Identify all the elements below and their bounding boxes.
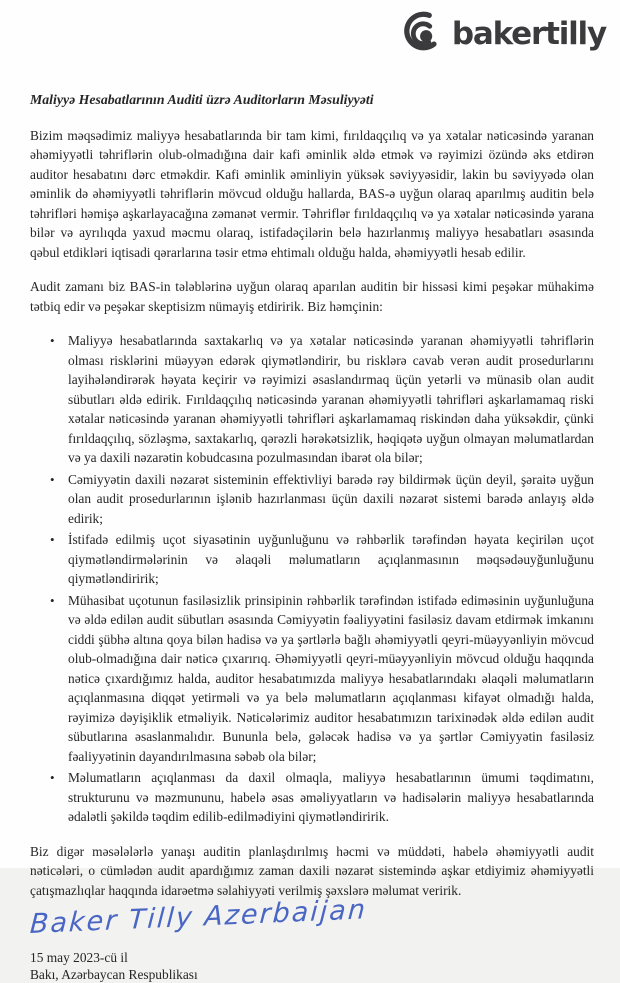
list-item: • Mühasibat uçotunun fasiləsizlik prinsipinin rəhbərlik tərəfindən istifadə ediməsinin uyğunluğuna və əldə edilən audit sübutları əsasında Cəmiyyətin fəaliyyətini fasiləsiz davam etdirmək imkanını ciddi şübhə altına qoya bilən hadisə və ya şərtlərlə bağlı əhəmiyyətli qeyri-müəyyənliyin mövcud olub-olmadığına dair nəticə çıxarırıq. Əhəmiyyətli qeyri-müəyyənliyin mövcud olduğu haqqında nəticə çıxardığımız halda, auditor hesabatımızda maliyyə hesabatlarındakı əlaqəli məlumatların açıqlanmasına diqqət yetirməli və ya belə məlumatların açıqlanması kifayət olmadığı halda, rəyimizə dəyişiklik etməliyik. Nəticələrimiz auditor hesabatımızın tarixinədək əldə edilən audit sübutlarına əsaslanmalıdır. Bununla belə, gələcək hadisə və ya şərtlər Cəmiyyətin fasiləsiz fəaliyyətinin dayandırılmasına səbəb ola bilər; xyxy=(68,591,594,767)
document-title: Maliyyə Hesabatlarının Auditi üzrə Auditorların Məsuliyyəti xyxy=(30,92,374,107)
audit-responsibility-list xyxy=(30,331,594,827)
bakertilly-logo xyxy=(400,8,606,54)
list-item: • Məlumatların açıqlanması da daxil olmaqla, maliyyə hesabatlarının ümumi təqdimatını, strukturunu və məzmununu, habelə əsas əməliyyatların və hadisələrin maliyyə hesabatlarında ədalətli şəkildə təqdim edilib-edilmədiyini qiymətləndiririk. xyxy=(68,768,594,827)
letter-body xyxy=(30,90,594,983)
paragraph-closing: Biz digər məsələlərlə yanaşı auditin planlaşdırılmış həcmi və müddəti, habelə əhəmiyyətli audit nəticələri, o cümlədən audit apardığımız zaman daxili nəzarət sistemində aşkar etdiyimiz əhəmiyyətli çatışmazlıqlar haqqında idarəetmə səlahiyyəti verilmiş şəxslərə məlumat veririk. xyxy=(30,843,594,898)
list-item: • İstifadə edilmiş uçot siyasətinin uyğunluğunu və rəhbərlik tərəfindən həyata keçirilən uçot qiymətləndirmələrinin və əlaqəli məlumatların açıqlanmasının məqsədəuyğunluğunu qiymətləndiririk; xyxy=(68,530,594,589)
list-item: • Cəmiyyətin daxili nəzarət sisteminin effektivliyi barədə rəy bildirmək üçün deyil, şəraitə uyğun olan audit prosedurlarının işlənib hazırlanması üçün daxili nəzarət sistemi barədə anlayış əldə edirik; xyxy=(68,470,594,529)
handwritten-signature: Baker Tilly Azerbaijan xyxy=(29,894,368,941)
list-item: • Maliyyə hesabatlarında saxtakarlıq və ya xətalar nəticəsində yaranan əhəmiyyətli təhriflərin olması risklərini müəyyən edərək qiymətləndirir, bu risklərə cavab verən audit prosedurlarını layihələndirərək həyata keçirir və rəyimizi əsaslandırmaq üçün yetərli və münasib olan audit sübutları əldə edirik. Fırıldaqçılıq nəticəsində yaranan əhəmiyyətli təhrifləri aşkarlamamaq riski xətalar nəticəsində yaranan əhəmiyyətli təhrifləri aşkarlamamaq riskindən daha yüksəkdir, çünki fırıldaqçılıq, sözləşmə, saxtakarlıq, qərəzli hərəkətsizlik, həqiqətə uyğun olmayan məlumatlardan və ya daxili nəzarətin kobudcasına pozulmasından ibarət ola bilər; xyxy=(68,331,594,468)
signature-date: 15 may 2023-cü il xyxy=(30,949,128,965)
paragraph-objective: Bizim məqsədimiz maliyyə hesabatlarında bir tam kimi, fırıldaqçılıq və ya xətalar nəticəsində yaranan əhəmiyyətli təhriflərin olub-olmadığına dair kafi əminlik əldə etmək və rəyimizi özündə əks etdirən auditor hesabatını dərc etməkdir. Kafi əminlik əminliyin yüksək səviyyəsidir, lakin bu səviyyədə olan əminlik də əhəmiyyətli təhriflərin mövcud olduğu hallarda, BAS-ə uyğun olaraq aparılmış auditin belə təhrifləri həmişə aşkarlayacağına zəmanət vermir. Təhriflər fırıldaqçılıq və ya xətalar nəticəsində yarana bilər və ayrılıqda yaxud məcmu olaraq, istifadəçilərin belə hazırlanmış maliyyə hesabatları əsasında qəbul etdikləri iqtisadi qərarlarına təsir etmə ehtimalı olduğu halda, əhəmiyyətli hesab edilir. xyxy=(30,127,594,260)
bakertilly-wordmark: bakertilly xyxy=(451,15,606,52)
signature-place: Bakı, Azərbaycan Respublikası xyxy=(30,966,198,982)
paragraph-professional-judgement: Audit zamanı biz BAS-in tələblərinə uyğun olaraq aparılan auditin bir hissəsi kimi peşəkar mühakimə tətbiq edir və peşəkar skeptisizm nümayiş etdiririk. Biz həmçinin: xyxy=(30,279,594,314)
date-place-block xyxy=(30,949,594,983)
bakertilly-mark-icon xyxy=(400,8,446,54)
